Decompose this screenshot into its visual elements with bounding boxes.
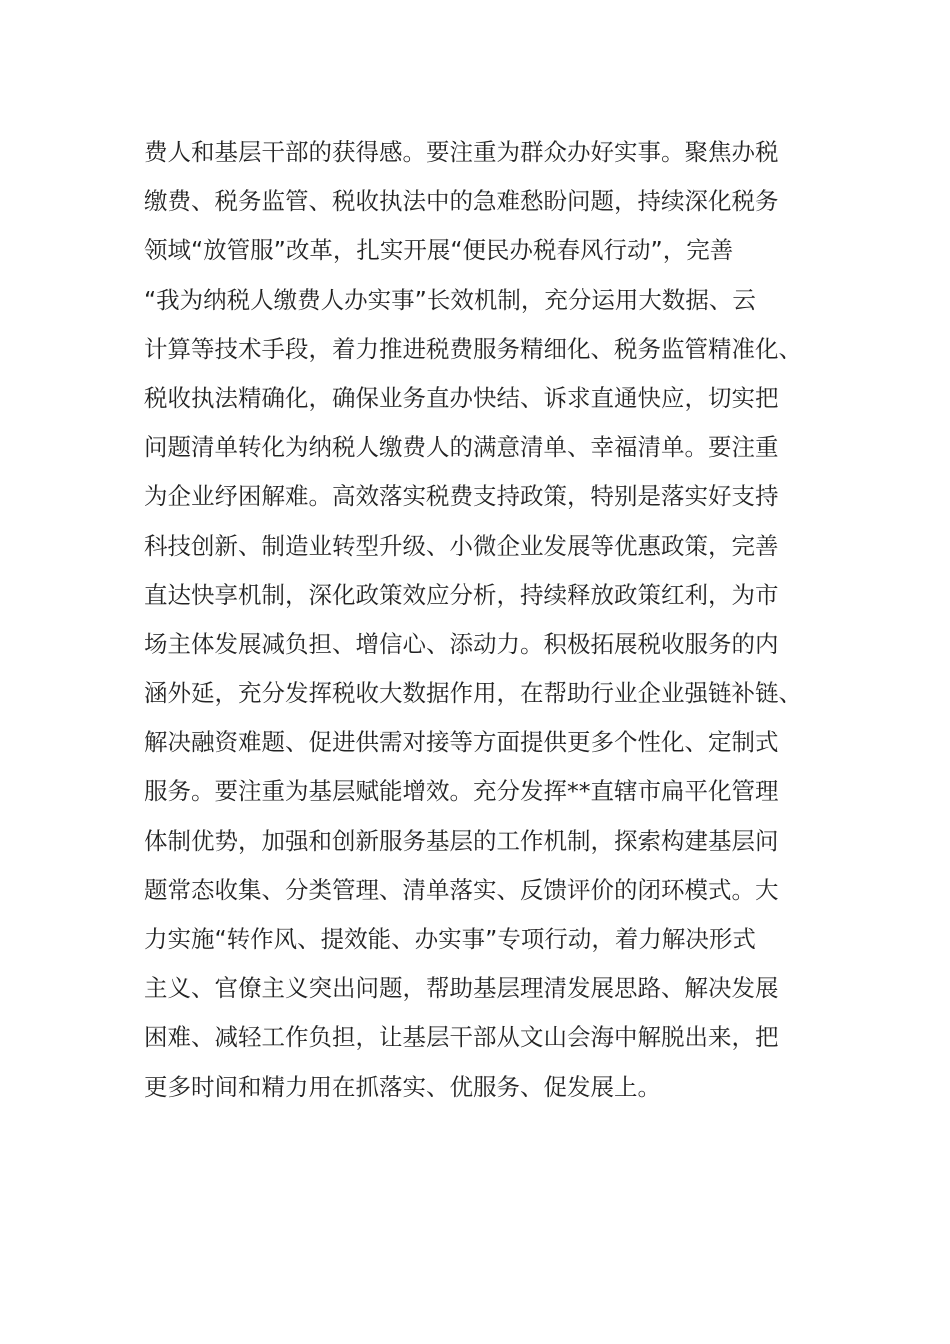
text-line: 服务。要注重为基层赋能增效。充分发挥**直辖市扁平化管理	[144, 777, 779, 806]
text-line: “我为纳税人缴费人办实事”长效机制，充分运用大数据、云	[144, 285, 756, 314]
text-line: 缴费、税务监管、税收执法中的急难愁盼问题，持续深化税务	[144, 187, 779, 216]
text-line: 科技创新、制造业转型升级、小微企业发展等优惠政策，完善	[144, 531, 779, 560]
text-line: 问题清单转化为纳税人缴费人的满意清单、幸福清单。要注重	[144, 433, 779, 462]
text-line: 税收执法精确化，确保业务直办快结、诉求直通快应，切实把	[144, 383, 779, 412]
text-line: 困难、减轻工作负担，让基层干部从文山会海中解脱出来，把	[144, 1023, 779, 1052]
text-line: 为企业纾困解难。高效落实税费支持政策，特别是落实好支持	[144, 482, 779, 511]
text-line: 体制优势，加强和创新服务基层的工作机制，探索构建基层问	[144, 826, 779, 855]
text-line: 力实施“转作风、提效能、办实事”专项行动，着力解决形式	[144, 925, 756, 953]
text-line: 题常态收集、分类管理、清单落实、反馈评价的闭环模式。大	[144, 875, 779, 904]
text-line: 主义、官僚主义突出问题，帮助基层理清发展思路、解决发展	[144, 974, 779, 1003]
body-paragraph	[144, 128, 824, 1112]
text-line: 场主体发展减负担、增信心、添动力。积极拓展税收服务的内	[144, 629, 779, 658]
text-line: 解决融资难题、促进供需对接等方面提供更多个性化、定制式	[144, 728, 779, 757]
text-line: 领域“放管服”改革，扎实开展“便民办税春风行动”，完善	[144, 236, 734, 265]
text-line: 计算等技术手段，着力推进税费服务精细化、税务监管精准化、	[144, 334, 802, 363]
text-line: 费人和基层干部的获得感。要注重为群众办好实事。聚焦办税	[144, 138, 779, 166]
text-line: 涵外延，充分发挥税收大数据作用，在帮助行业企业强链补链、	[144, 679, 802, 708]
text-line: 直达快享机制，深化政策效应分析，持续释放政策红利，为市	[144, 580, 779, 609]
text-line: 更多时间和精力用在抓落实、优服务、促发展上。	[144, 1072, 661, 1101]
